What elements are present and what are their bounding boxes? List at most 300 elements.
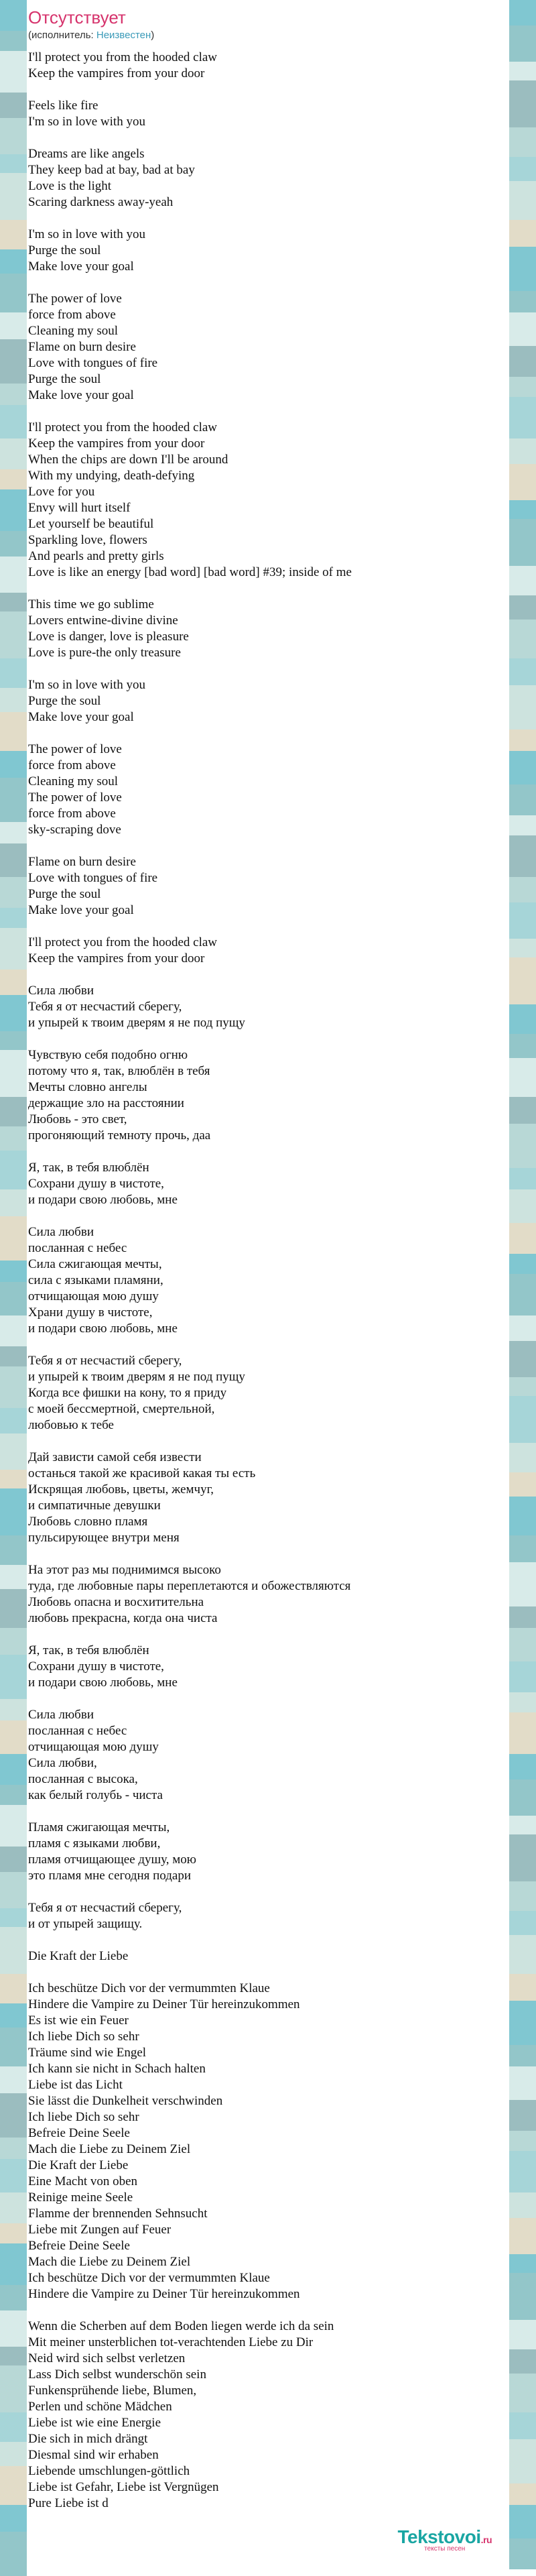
border-stripe <box>0 1628 27 1655</box>
lyric-line: Perlen und schöne Mädchen <box>28 2400 172 2414</box>
lyric-line: Flamme der brennenden Sehnsucht <box>28 2207 208 2221</box>
border-stripe <box>0 2192 27 2223</box>
lyric-line: Ich beschütze Dich vor der vermummten Klaue <box>28 2271 270 2285</box>
border-stripe <box>509 784 536 815</box>
lyric-line: Keep the vampires from your door <box>28 66 205 80</box>
lyric-line: Reinige meine Seele <box>28 2190 133 2205</box>
border-stripe <box>0 2066 27 2093</box>
lyric-line: Liebe ist das Licht <box>28 2078 123 2092</box>
border-stripe <box>0 2412 27 2442</box>
lyric-line: Любовь - это свет, <box>28 1112 127 1126</box>
lyric-line: Love for you <box>28 485 95 499</box>
border-stripe <box>509 2483 536 2505</box>
lyric-line: Mach die Liebe zu Deinem Ziel <box>28 2142 191 2156</box>
lyric-line: They keep bad at bay, bad at bay <box>28 163 195 177</box>
border-stripe <box>0 1535 27 1565</box>
border-stripe <box>0 51 27 93</box>
border-stripe <box>509 1315 536 1341</box>
border-stripe <box>509 1254 536 1274</box>
border-stripe <box>509 1377 536 1396</box>
border-stripe <box>0 1151 27 1189</box>
lyrics-page <box>27 0 509 2565</box>
lyric-line: и подари свою любовь, мне <box>28 1322 178 1336</box>
stanza-gap <box>28 581 509 597</box>
site-logo[interactable] <box>397 2526 492 2553</box>
performer-suffix: ) <box>151 30 155 41</box>
lyric-line: На этот раз мы поднимимся высоко <box>28 1563 221 1577</box>
lyric-line: и упырей к твоим дверям я не под пущу <box>28 1370 245 1384</box>
lyric-line: Make love your goal <box>28 710 134 724</box>
border-stripe <box>509 2505 536 2538</box>
border-stripe <box>0 1847 27 1872</box>
border-stripe <box>509 1606 536 1628</box>
lyric-line: I'll protect you from the hooded claw <box>28 50 218 64</box>
lyric-line: сила с языками пламяни, <box>28 1273 163 1287</box>
lyric-line: Die Kraft der Liebe <box>28 2158 129 2172</box>
border-stripe <box>0 970 27 995</box>
border-stripe <box>0 154 27 173</box>
border-stripe <box>0 1216 27 1261</box>
lyric-line: Purge the soul <box>28 887 101 901</box>
performer-link[interactable]: Неизвестен <box>96 30 151 41</box>
border-stripe <box>0 1282 27 1315</box>
lyric-line: пульсирующее внутри меня <box>28 1531 180 1545</box>
lyric-line: Wenn die Scherben auf dem Boden liegen werde ich da sein <box>28 2319 334 2333</box>
border-stripe <box>509 1443 536 1472</box>
lyric-line: Flame on burn desire <box>28 340 136 354</box>
lyric-line: посланная с высока, <box>28 1772 138 1786</box>
border-stripe <box>509 62 536 80</box>
border-stripe <box>0 2028 27 2066</box>
lyric-line: Befreie Deine Seele <box>28 2126 130 2140</box>
border-stripe <box>0 611 27 658</box>
lyric-line: останься такой же красивой какая ты есть <box>28 1466 256 1480</box>
border-stripe <box>0 2466 27 2505</box>
border-stripe <box>509 1396 536 1443</box>
border-stripe <box>0 2285 27 2310</box>
border-stripe <box>509 2254 536 2273</box>
lyric-line: отчищающая мою душу <box>28 1740 159 1754</box>
lyric-line: Cleaning my soul <box>28 324 119 338</box>
lyric-line: The power of love <box>28 742 122 756</box>
stanza-gap <box>28 404 509 420</box>
song-title: Отсутствует <box>28 7 126 27</box>
border-stripe <box>0 2138 27 2159</box>
lyric-line: Когда все фишки на кону, то я приду <box>28 1386 227 1400</box>
border-stripe <box>509 1341 536 1377</box>
lyric-line: Тебя я от несчастий сберегу, <box>28 1901 182 1915</box>
stanza-gap <box>28 919 509 935</box>
stanza-gap <box>28 1208 509 1224</box>
border-stripe <box>0 593 27 611</box>
lyric-line: Сила любви, <box>28 1756 97 1770</box>
lyric-line: Искрящая любовь, цветы, жемчуг, <box>28 1482 214 1497</box>
border-stripe <box>0 2093 27 2138</box>
border-stripe <box>0 751 27 778</box>
border-stripe <box>509 1881 536 1911</box>
border-stripe <box>0 384 27 405</box>
border-stripe <box>0 557 27 593</box>
border-stripe <box>509 2374 536 2412</box>
border-stripe <box>509 815 536 835</box>
border-stripe <box>509 1535 536 1562</box>
stanza-gap <box>28 1144 509 1160</box>
border-stripe <box>0 405 27 438</box>
border-stripe <box>509 729 536 751</box>
border-stripe <box>0 1565 27 1589</box>
border-stripe <box>509 2151 536 2192</box>
border-stripe <box>0 118 27 154</box>
border-stripe <box>0 1927 27 1974</box>
border-stripe <box>509 1779 536 1816</box>
lyric-line: Lass Dich selbst wunderschön sein <box>28 2367 206 2382</box>
border-stripe <box>0 1050 27 1097</box>
border-stripe <box>509 464 536 500</box>
lyric-line: The power of love <box>28 791 122 805</box>
lyric-line: Liebe ist wie eine Energie <box>28 2416 161 2430</box>
border-stripe <box>509 2320 536 2349</box>
border-stripe <box>509 312 536 346</box>
lyric-line: любовь прекрасна, когда она чиста <box>28 1611 218 1625</box>
border-stripe <box>0 2310 27 2347</box>
stanza-gap <box>28 2302 509 2319</box>
border-stripe <box>0 822 27 843</box>
lyrics-text <box>28 50 509 2512</box>
lyric-line: Храни душу в чистоте, <box>28 1305 153 1320</box>
lyric-line: Я, так, в тебя влюблён <box>28 1161 149 1175</box>
lyric-line: Love is pure-the only treasure <box>28 646 181 660</box>
border-stripe <box>509 2349 536 2374</box>
border-stripe <box>0 93 27 118</box>
border-stripe <box>509 181 536 220</box>
border-stripe <box>509 0 536 25</box>
stanza-gap <box>28 1691 509 1707</box>
lyric-line: With my undying, death-defying <box>28 469 195 483</box>
border-stripe <box>0 908 27 928</box>
border-stripe <box>0 1488 27 1535</box>
border-stripe <box>509 2412 536 2439</box>
border-stripe <box>0 928 27 970</box>
border-stripe <box>0 339 27 384</box>
border-stripe <box>509 620 536 658</box>
border-stripe <box>0 712 27 751</box>
border-stripe <box>509 127 536 157</box>
lyric-line: прогоняющий темноту прочь, даа <box>28 1128 211 1143</box>
lyric-line: Lovers entwine-divine divine <box>28 613 178 628</box>
stanza-gap <box>28 1932 509 1948</box>
border-stripe <box>0 1908 27 1927</box>
border-stripe <box>0 173 27 220</box>
lyric-line: Ich liebe Dich so sehr <box>28 2110 139 2124</box>
border-stripe <box>0 220 27 249</box>
border-stripe <box>0 2243 27 2285</box>
lyric-line: Neid wird sich selbst verletzen <box>28 2351 186 2365</box>
lyric-line: держащие зло на расстоянии <box>28 1096 184 1110</box>
lyric-line: Сила сжигающая мечты, <box>28 1257 162 1271</box>
border-stripe <box>0 2365 27 2412</box>
lyric-line: Befreie Deine Seele <box>28 2239 130 2253</box>
border-stripe <box>0 2159 27 2192</box>
lyric-line: I'll protect you from the hooded claw <box>28 420 218 434</box>
lyric-line: Сила любви <box>28 984 94 998</box>
border-stripe <box>509 566 536 595</box>
border-stripe <box>509 1004 536 1034</box>
lyric-line: Let yourself be beautiful <box>28 517 154 531</box>
border-stripe <box>0 1872 27 1908</box>
lyric-line: любовью к тебе <box>28 1418 114 1432</box>
border-stripe <box>0 1785 27 1805</box>
stanza-gap <box>28 1433 509 1450</box>
lyric-line: Love is danger, love is pleasure <box>28 630 189 644</box>
lyric-line: Keep the vampires from your door <box>28 951 205 965</box>
border-stripe <box>509 247 536 291</box>
lyric-line: Make love your goal <box>28 259 134 274</box>
stanza-gap <box>28 1337 509 1353</box>
lyric-line: Love is like an energy [bad word] [bad word] #39; inside of me <box>28 565 352 579</box>
stanza-gap <box>28 967 509 983</box>
border-stripe <box>509 220 536 247</box>
lyric-line: Я, так, в тебя влюблён <box>28 1643 149 1657</box>
lyric-line: Дай зависти самой себя извести <box>28 1450 202 1464</box>
border-stripe <box>0 438 27 469</box>
lyric-line: Hindere die Vampire zu Deiner Tür hereinzukommen <box>28 1997 300 2011</box>
border-stripe <box>509 1223 536 1254</box>
border-stripe <box>0 1315 27 1346</box>
lyric-line: посланная с небес <box>28 1241 127 1255</box>
lyric-line: Funkensprühende liebe, Blumen, <box>28 2384 197 2398</box>
border-stripe <box>0 2347 27 2365</box>
border-stripe <box>509 2538 536 2569</box>
border-stripe <box>509 1058 536 1097</box>
border-stripe <box>509 957 536 1004</box>
border-stripe <box>0 1470 27 1488</box>
left-stripe-border <box>0 0 27 2565</box>
border-stripe <box>0 1366 27 1408</box>
lyric-line: Es ist wie ein Feuer <box>28 2013 129 2028</box>
border-stripe <box>509 1628 536 1661</box>
border-stripe <box>0 877 27 908</box>
border-stripe <box>509 2001 536 2045</box>
lyric-line: Love with tongues of fire <box>28 871 158 885</box>
border-stripe <box>509 1974 536 2001</box>
lyric-line: посланная с небес <box>28 1724 127 1738</box>
border-stripe <box>509 291 536 312</box>
border-stripe <box>509 595 536 620</box>
stanza-gap <box>28 1627 509 1643</box>
border-stripe <box>509 1816 536 1834</box>
border-stripe <box>509 80 536 127</box>
lyric-line: Love is the light <box>28 179 112 193</box>
lyric-line: и от упырей защищу. <box>28 1917 143 1931</box>
lyric-line: пламя с языками любви, <box>28 1836 161 1851</box>
border-stripe <box>0 1699 27 1720</box>
border-stripe <box>509 157 536 181</box>
border-stripe <box>509 877 536 902</box>
lyric-line: Сила любви <box>28 1708 94 1722</box>
stanza-gap <box>28 82 509 98</box>
lyric-line: Сохрани душу в чистоте, <box>28 1177 164 1191</box>
border-stripe <box>509 1497 536 1535</box>
border-stripe <box>0 2505 27 2532</box>
border-stripe <box>509 2131 536 2151</box>
border-stripe <box>0 249 27 274</box>
border-stripe <box>509 1168 536 1189</box>
border-stripe <box>509 377 536 397</box>
border-stripe <box>509 2100 536 2131</box>
stanza-gap <box>28 1965 509 1981</box>
lyric-line: Liebe ist Gefahr, Liebe ist Vergnügen <box>28 2480 219 2494</box>
lyric-line: Feels like fire <box>28 99 98 113</box>
lyric-line: Dreams are like angels <box>28 147 145 161</box>
lyric-line: Flame on burn desire <box>28 855 136 869</box>
border-stripe <box>509 500 536 519</box>
lyric-line: Liebende umschlungen-göttlich <box>28 2464 190 2478</box>
border-stripe <box>0 1189 27 1216</box>
lyric-line: Mach die Liebe zu Deinem Ziel <box>28 2255 191 2269</box>
border-stripe <box>0 1126 27 1151</box>
right-stripe-border <box>509 0 536 2565</box>
border-stripe <box>0 995 27 1031</box>
lyric-line: Purge the soul <box>28 243 101 257</box>
border-stripe <box>509 1274 536 1315</box>
stanza-gap <box>28 211 509 227</box>
lyric-line: потому что я, так, влюблён в тебя <box>28 1064 210 1078</box>
lyric-line: The power of love <box>28 292 122 306</box>
border-stripe <box>0 2442 27 2466</box>
lyric-line: Пламя сжигающая мечты, <box>28 1820 170 1834</box>
border-stripe <box>0 1261 27 1282</box>
lyric-line: Make love your goal <box>28 903 134 917</box>
border-stripe <box>509 1562 536 1606</box>
border-stripe <box>509 1935 536 1974</box>
lyric-line: Love with tongues of fire <box>28 356 158 370</box>
border-stripe <box>0 1097 27 1126</box>
lyric-line: And pearls and pretty girls <box>28 549 164 563</box>
logo-wordmark: Tekstovoi.ru <box>397 2526 492 2547</box>
stanza-gap <box>28 1884 509 1900</box>
logo-tld: .ru <box>480 2534 492 2545</box>
lyric-line: Любовь опасна и восхитительна <box>28 1595 204 1609</box>
border-stripe <box>509 1189 536 1223</box>
lyric-line: Тебя я от несчастий сберегу, <box>28 1000 182 1014</box>
lyric-line: Ich liebe Dich so sehr <box>28 2030 139 2044</box>
border-stripe <box>0 274 27 312</box>
lyric-line: пламя отчищающее душу, мою <box>28 1853 196 1867</box>
logo-tagline: тексты песен <box>424 2545 466 2553</box>
border-stripe <box>509 519 536 566</box>
lyric-line: Diesmal sind wir erhaben <box>28 2448 159 2462</box>
lyric-line: Pure Liebe ist d <box>28 2496 109 2510</box>
border-stripe <box>509 2218 536 2254</box>
border-stripe <box>0 843 27 877</box>
lyric-line: Träume sind wie Engel <box>28 2046 147 2060</box>
lyric-line: I'm so in love with you <box>28 678 145 692</box>
border-stripe <box>509 902 536 939</box>
border-stripe <box>509 2045 536 2066</box>
lyric-line: Die Kraft der Liebe <box>28 1949 129 1963</box>
border-stripe <box>509 658 536 685</box>
lyric-line: с моей бессмертной, смертельной, <box>28 1402 215 1416</box>
border-stripe <box>0 31 27 51</box>
border-stripe <box>0 1346 27 1366</box>
border-stripe <box>0 1754 27 1785</box>
stanza-gap <box>28 838 509 854</box>
border-stripe <box>509 2066 536 2100</box>
stanza-gap <box>28 1546 509 1562</box>
border-stripe <box>0 469 27 489</box>
lyric-line: This time we go sublime <box>28 597 154 611</box>
border-stripe <box>509 1124 536 1168</box>
border-stripe <box>0 778 27 822</box>
stanza-gap <box>28 661 509 677</box>
border-stripe <box>509 1097 536 1124</box>
lyric-line: Ich kann sie nicht in Schach halten <box>28 2062 206 2076</box>
lyric-line: force from above <box>28 308 116 322</box>
performer-line <box>28 30 509 42</box>
lyric-line: это пламя мне сегодня подари <box>28 1869 192 1883</box>
border-stripe <box>509 25 536 62</box>
lyric-line: Любовь словно пламя <box>28 1515 148 1529</box>
border-stripe <box>0 1408 27 1433</box>
lyric-line: и упырей к твоим дверям я не под пущу <box>28 1016 245 1030</box>
lyric-line: Чувствую себя подобно огню <box>28 1048 188 1062</box>
border-stripe <box>509 939 536 957</box>
performer-prefix: (исполнитель: <box>28 30 96 41</box>
border-stripe <box>0 0 27 31</box>
lyric-line: Сохрани душу в чистоте, <box>28 1659 164 1674</box>
lyric-line: Eine Macht von oben <box>28 2174 138 2188</box>
border-stripe <box>509 1754 536 1779</box>
lyric-line: и подари свою любовь, мне <box>28 1193 178 1207</box>
lyric-line: Die sich in mich drängt <box>28 2432 148 2446</box>
border-stripe <box>0 2532 27 2576</box>
border-stripe <box>509 1034 536 1058</box>
lyric-line: Envy will hurt itself <box>28 501 131 515</box>
lyric-line: Purge the soul <box>28 372 101 386</box>
border-stripe <box>509 751 536 784</box>
border-stripe <box>509 397 536 438</box>
border-stripe <box>0 531 27 557</box>
border-stripe <box>0 688 27 712</box>
lyric-line: I'll protect you from the hooded claw <box>28 935 218 949</box>
stanza-gap <box>28 1031 509 1047</box>
border-stripe <box>0 1720 27 1754</box>
stanza-gap <box>28 725 509 742</box>
lyric-line: как белый голубь - чиста <box>28 1788 163 1802</box>
border-stripe <box>509 2273 536 2320</box>
border-stripe <box>509 2192 536 2218</box>
stanza-gap <box>28 1804 509 1820</box>
lyric-line: force from above <box>28 807 116 821</box>
lyric-line: и симпатичные девушки <box>28 1499 161 1513</box>
lyric-line: и подари свою любовь, мне <box>28 1676 178 1690</box>
border-stripe <box>509 438 536 464</box>
lyric-line: Liebe mit Zungen auf Feuer <box>28 2223 172 2237</box>
lyric-line: Scaring darkness away-yeah <box>28 195 174 209</box>
lyric-line: Sie lässt die Dunkelheit verschwinden <box>28 2094 223 2108</box>
border-stripe <box>509 1911 536 1935</box>
stanza-gap <box>28 275 509 291</box>
border-stripe <box>0 1655 27 1699</box>
border-stripe <box>0 2223 27 2243</box>
lyric-line: When the chips are down I'll be around <box>28 453 228 467</box>
border-stripe <box>509 685 536 729</box>
lyric-line: I'm so in love with you <box>28 115 145 129</box>
border-stripe <box>0 1589 27 1628</box>
border-stripe <box>509 835 536 877</box>
stanza-gap <box>28 130 509 146</box>
lyric-line: Make love your goal <box>28 388 134 402</box>
